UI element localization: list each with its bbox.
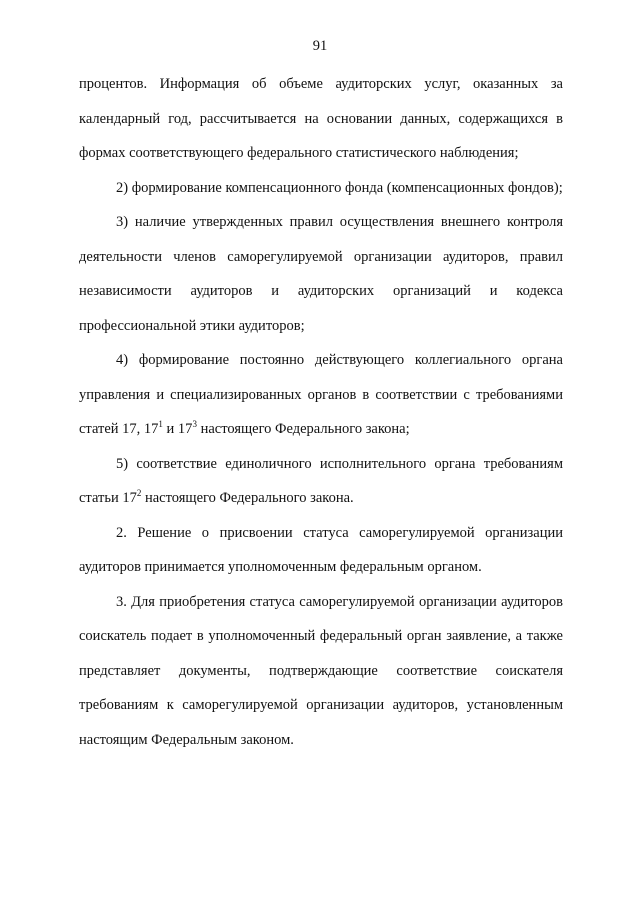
document-body [79, 67, 563, 757]
paragraph-section-2: 2. Решение о присвоении статуса саморегулируемой организации аудиторов принимается уполномоченным федеральным органом. [79, 524, 563, 575]
superscript-3: 3 [192, 419, 197, 429]
superscript-1: 1 [158, 419, 163, 429]
paragraph-item-3: 3) наличие утвержденных правил осуществления внешнего контроля деятельности членов саморегулируемой организации аудиторов, правил независимости аудиторов и аудиторских организаций и кодекса профессиональной этики аудиторов; [79, 214, 563, 334]
page-number: 91 [312, 38, 328, 54]
paragraph-item-5-text-b: настоящего Федерального закона. [141, 490, 354, 506]
paragraph-item-4-text-c: настоящего Федерального закона; [196, 421, 410, 437]
paragraph-section-3: 3. Для приобретения статуса саморегулируемой организации аудиторов соискатель подает в уполномоченный федеральный орган заявление, а также представляет документы, подтверждающие соответствие соискателя требованиям к саморегулируемой организации аудиторов, установленным настоящим Федеральным законом. [79, 593, 563, 748]
paragraph-item-4-text-b: и 17 [162, 421, 193, 437]
paragraph-continuation: процентов. Информация об объеме аудиторских услуг, оказанных за календарный год, рассчитывается на основании данных, содержащихся в формах соответствующего федерального статистического наблюдения; [79, 76, 563, 161]
paragraph-item-2: 2) формирование компенсационного фонда (компенсационных фондов); [116, 179, 563, 196]
paragraph-item-4-text-a: 4) формирование постоянно действующего коллегиального органа управления и специализированных органов в соответствии с требованиями статей 17, 17 [79, 352, 563, 437]
paragraph-item-4 [79, 343, 563, 447]
superscript-2: 2 [136, 488, 142, 498]
paragraph-item-5-text-a: 5) соответствие единоличного исполнительного органа требованиям статьи 17 [79, 455, 563, 506]
paragraph-item-5 [79, 447, 563, 516]
